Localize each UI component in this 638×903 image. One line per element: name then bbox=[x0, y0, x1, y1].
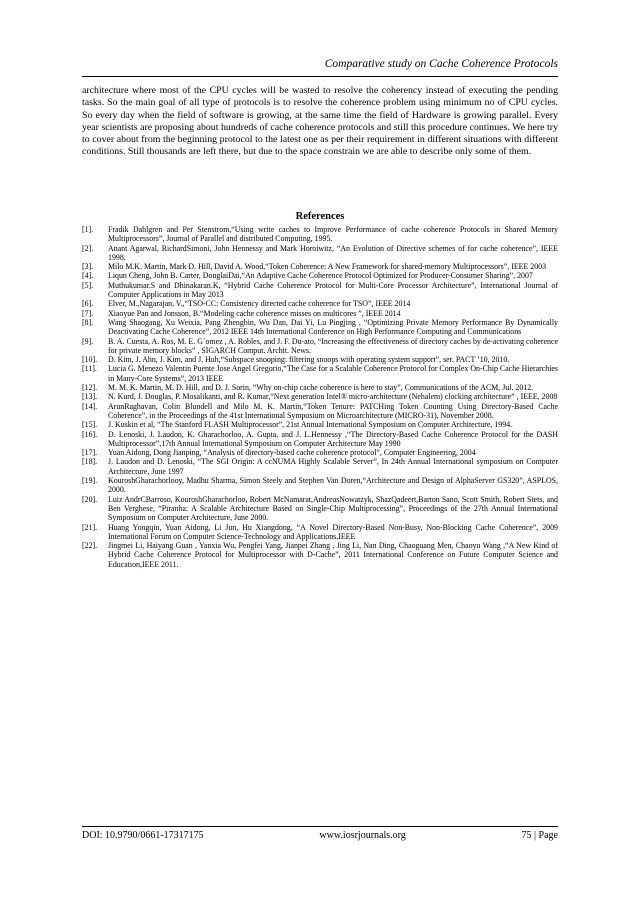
reference-item bbox=[82, 337, 558, 356]
reference-text: Jingmei Li, Haiyang Guan , Yanxia Wu, Pengfei Yang, Jianpei Zhang , Jing Li, Nan Ding, Chaoguang Men, Chaoyu Wang ,“A New Kind of Hybrid Cache Coherence Protocol for Multiprocessor with D-Cache”, 2011 International Conference on Future Computer Science and Education,IEEE 2011. bbox=[108, 541, 558, 569]
reference-number: [15]. bbox=[82, 420, 98, 430]
footer bbox=[82, 830, 558, 841]
reference-number: [8]. bbox=[82, 317, 94, 327]
reference-text: Anant Agarwal, RichardSimoni, John Hennessy and Mark Horoiwitz, “An Evolution of Directive schemes of for cache coherence”, IEEE 1998. bbox=[108, 243, 558, 262]
footer-page-number: 75 | Page bbox=[521, 830, 558, 841]
reference-item bbox=[82, 495, 558, 523]
footer-website: www.iosrjournals.org bbox=[319, 830, 406, 841]
reference-item bbox=[82, 541, 558, 569]
running-title: Comparative study on Cache Coherence Protocols bbox=[324, 58, 558, 70]
reference-text: ArunRaghavan, Colin Blundell and Milo M. K. Martin,“Token Tenure: PATCHing Token Counting Using Directory-Based Cache Coherence”, in the Proceedings of the 41st International Symposium on Microarchitecture (MICRO-31), November 2008. bbox=[108, 401, 558, 420]
references-list bbox=[82, 225, 558, 569]
reference-item bbox=[82, 318, 558, 337]
reference-item bbox=[82, 402, 558, 421]
reference-item bbox=[82, 262, 558, 271]
reference-text: Lucia G. Menezo Valentin Puente Jose Angel Gregorio,“The Case for a Scalable Coherence Protocol for Complex On-Chip Cache Hierarchies in Many-Core Systems”, 2013 IEEE bbox=[108, 364, 558, 383]
reference-item bbox=[82, 392, 558, 401]
reference-text: Muthukumar.S and Dhinakaran.K, “Hybrid Cache Coherence Protocol for Multi-Core Processor Architecture”, International Journal of Computer Applications in May 2013 bbox=[108, 280, 558, 300]
reference-number: [22]. bbox=[82, 541, 98, 551]
reference-text: D. Lenoski, J. Laudon, K. Gharachorloo, A. Gupta, and J. L.Hennessy ,“The Directory-Based Cache Coherence Protocol for the DASH Multiprocessor”,17th Annual International Symposium on Computer Architecture May 1990 bbox=[108, 429, 558, 448]
reference-text: Huang Yongqin, Yuan Aidong, Li Jun, Hu Xiangdong, “A Novel Directory-Based Non-Busy, Non-Blocking Cache Coherence”, 2009 International Forum on Computer Science-Technology and Applications,IEEE bbox=[108, 522, 558, 541]
reference-number: [18]. bbox=[82, 457, 98, 467]
reference-item bbox=[82, 225, 558, 244]
reference-text: Yuan Aidong, Dong Jianping, “Analysis of directory-based cache coherence protocol”, Computer Engineering, 2004 bbox=[108, 448, 476, 458]
reference-item bbox=[82, 448, 558, 457]
reference-number: [21]. bbox=[82, 522, 98, 532]
reference-text: D. Kim, J. Ahn, J. Kim, and J. Huh,“Subspace snooping: filtering snoops with operating system support”, ser. PACT ’10, 2010. bbox=[108, 355, 510, 365]
footer-doi: DOI: 10.9790/0661-17317175 bbox=[82, 830, 204, 841]
reference-number: [14]. bbox=[82, 401, 98, 411]
reference-text: Xiaoyue Pan and Jonsson, B.“Modeling cache coherence misses on multicores ”, IEEE 2014 bbox=[108, 308, 401, 318]
reference-text: Liqun Cheng, John B. Carter, DonglaiDai,“An Adaptive Cache Coherence Protocol Optimized for Producer-Consumer Sharing”, 2007 bbox=[108, 271, 533, 281]
reference-item bbox=[82, 457, 558, 476]
reference-item bbox=[82, 523, 558, 542]
reference-item bbox=[82, 364, 558, 383]
reference-item bbox=[82, 271, 558, 280]
reference-number: [13]. bbox=[82, 392, 98, 402]
reference-text: Milo M.K. Martin, Mark D. Hill, David A. Wood,“Token Coherence: A New Framework for shared-memory Multiprocessors”, IEEE 2003 bbox=[108, 262, 547, 272]
reference-text: Fradik Dahlgren and Per Stenstrom,“Using write caches to Improve Performance of cache coherence Protocols in Shared Memory Multiprocessors”, Journal of Parallel and distributed Computing, 1995. bbox=[108, 225, 558, 244]
reference-number: [3]. bbox=[82, 262, 94, 272]
reference-item bbox=[82, 244, 558, 263]
reference-item bbox=[82, 420, 558, 429]
reference-text: M. M. K. Martin, M. D. Hill, and D. J. Sorin, “Why on-chip cache coherence is here to stay”, Communications of the ACM, Jul. 2012. bbox=[108, 383, 534, 393]
reference-item bbox=[82, 355, 558, 364]
reference-text: KouroshGharachorlooy, Madhu Sharma, Simon Steely and Stephen Van Doren,“Architecture and Design of AlphaServer GS320”, ASPLOS, 2000. bbox=[108, 476, 558, 495]
reference-item bbox=[82, 476, 558, 495]
references-heading: References bbox=[295, 211, 345, 222]
reference-number: [11]. bbox=[82, 364, 97, 374]
reference-text: Luiz AndrCBarroso, KouroshGharachorloo, Robert McNamarat,AndreasNowatzyk, ShazQadeert,Barton Sano, Scott Smith, Robert Stets, and Ben Verghese, “Piranha: A Scalable Architecture Based on Single-Chip Multiprocessing”, Proceedings of the 27th Annual International Symposium on Computer Architecture, June 2000. bbox=[108, 494, 558, 523]
reference-item bbox=[82, 430, 558, 449]
reference-item bbox=[82, 299, 558, 308]
reference-text: Elver, M.,Nagarajan, V.,“TSO-CC: Consistency directed cache coherence for TSO”, IEEE 2014 bbox=[108, 299, 411, 309]
header-rule bbox=[82, 76, 558, 77]
reference-number: [17]. bbox=[82, 448, 98, 458]
reference-number: [1]. bbox=[82, 225, 94, 234]
reference-number: [16]. bbox=[82, 429, 98, 439]
reference-text: Wang Shaogang, Xu Weixia, Pang Zhengbin, Wu Dan, Dai Yi, Lu Pingjing , “Optimizing Private Memory Performance By Dynamically Deactivating Cache Coherence”, 2012 IEEE 14th International Conference on High Performance Computing and Communications bbox=[108, 317, 558, 337]
footer-rule bbox=[82, 826, 558, 827]
reference-text: J. Laudon and D. Lenoski, “The SGI Origin: A ccNUMA Highly Scalable Server”, In 24th Annual International symposium on Computer Architecture, June 1997 bbox=[108, 457, 558, 476]
reference-text: N. Kurd, J. Douglas, P. Mosalikanti, and R. Kumar,“Next generation Intel® micro-architecture (Nehalem) clocking architecture” , IEEE, 2008 bbox=[108, 392, 558, 402]
reference-number: [12]. bbox=[82, 383, 98, 393]
reference-text: J. Kuskin et al, “The Stanford FLASH Multiprocessor”, 21st Annual International Symposium on Computer Architecture, 1994. bbox=[108, 420, 513, 430]
body-paragraph: architecture where most of the CPU cycles will be wasted to resolve the coherency instead of executing the pending tasks. So the main goal of all type of protocols is to resolve the coherence problem using minimum no of CPU cycles. So every day when the field of software is growing, at the same time the field of Hardware is growing parallel. Every year scientists are proposing about hundreds of cache coherence protocols and still this procedure continues. We here try to cover about from the beginning protocol to the latest one as per their requirement in different situations with different conditions. Still thousands are left there, but due to the space constrain we are able to describe only some of them. bbox=[82, 85, 558, 158]
reference-number: [19]. bbox=[82, 476, 98, 486]
reference-number: [20]. bbox=[82, 494, 98, 504]
reference-text: B. A. Cuesta, A. Ros, M. E. G´omez , A. Robles, and J. F. Du-ato, “Increasing the effectiveness of directory caches by de-activating coherence for private memory blocks” , SIGARCH Comput. Archit. News. bbox=[108, 336, 558, 355]
reference-item bbox=[82, 383, 558, 392]
reference-number: [10]. bbox=[82, 355, 98, 365]
reference-number: [5]. bbox=[82, 280, 94, 290]
reference-number: [9]. bbox=[82, 336, 94, 346]
reference-number: [6]. bbox=[82, 299, 94, 309]
reference-number: [2]. bbox=[82, 243, 94, 253]
reference-item bbox=[82, 309, 558, 318]
reference-number: [7]. bbox=[82, 308, 94, 318]
reference-item bbox=[82, 281, 558, 300]
reference-number: [4]. bbox=[82, 271, 94, 281]
